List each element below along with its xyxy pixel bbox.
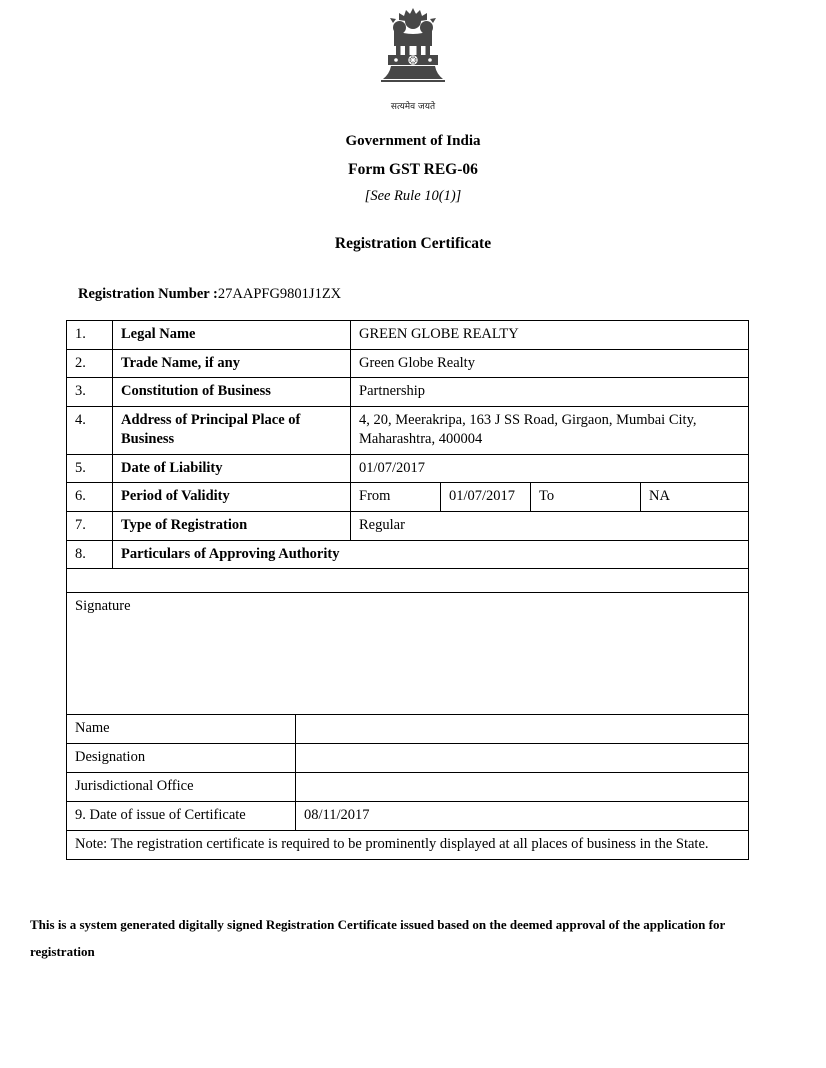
row-label: Address of Principal Place of Business bbox=[113, 406, 351, 454]
rule-reference: [See Rule 10(1)] bbox=[364, 187, 462, 204]
registration-number-line bbox=[78, 286, 826, 303]
table-row-type-of-registration bbox=[67, 511, 749, 540]
table-row-period-of-validity bbox=[67, 483, 749, 512]
table-row-date-of-liability bbox=[67, 454, 749, 483]
row-number: 1. bbox=[67, 321, 113, 350]
form-title: Form GST REG-06 bbox=[348, 161, 478, 178]
row-label: Legal Name bbox=[113, 321, 351, 350]
registration-number-value: 27AAPFG9801J1ZX bbox=[217, 286, 342, 302]
row-value: GREEN GLOBE REALTY bbox=[351, 321, 749, 350]
row-label: Particulars of Approving Authority bbox=[113, 540, 749, 569]
emblem-of-india-icon bbox=[376, 8, 450, 100]
note-text: Note: The registration certificate is required to be prominently displayed at all places of business in the State. bbox=[67, 831, 749, 860]
row-label: Constitution of Business bbox=[113, 378, 351, 407]
table-row-spacer bbox=[67, 569, 749, 593]
table-row-address bbox=[67, 406, 749, 454]
emblem-container bbox=[0, 8, 826, 112]
row-label: Trade Name, if any bbox=[113, 349, 351, 378]
row-number: 2. bbox=[67, 349, 113, 378]
validity-from-value: 01/07/2017 bbox=[441, 483, 531, 512]
row-number: 4. bbox=[67, 406, 113, 454]
row-label: Type of Registration bbox=[113, 511, 351, 540]
row-value: Partnership bbox=[351, 378, 749, 407]
table-row-signature bbox=[67, 593, 749, 715]
row-value bbox=[296, 773, 749, 802]
signature-cell: Signature bbox=[67, 593, 749, 715]
heading-block bbox=[0, 134, 826, 203]
government-title: Government of India bbox=[345, 133, 481, 149]
table-row-approving-authority bbox=[67, 540, 749, 569]
row-number: 6. bbox=[67, 483, 113, 512]
spacer-cell bbox=[67, 569, 749, 593]
row-value: Regular bbox=[351, 511, 749, 540]
table-row-note bbox=[67, 831, 749, 860]
emblem-motto: सत्यमेव जयते bbox=[390, 102, 436, 112]
row-number: 5. bbox=[67, 454, 113, 483]
row-number: 8. bbox=[67, 540, 113, 569]
row-value: 08/11/2017 bbox=[296, 802, 749, 831]
row-label: 9. Date of issue of Certificate bbox=[67, 802, 296, 831]
row-number: 7. bbox=[67, 511, 113, 540]
row-value bbox=[296, 744, 749, 773]
row-number: 3. bbox=[67, 378, 113, 407]
row-label: Name bbox=[67, 715, 296, 744]
row-label: Date of Liability bbox=[113, 454, 351, 483]
row-value: 01/07/2017 bbox=[351, 454, 749, 483]
validity-to-value: NA bbox=[641, 483, 749, 512]
validity-to-label: To bbox=[531, 483, 641, 512]
table-row-legal-name bbox=[67, 321, 749, 350]
row-label: Jurisdictional Office bbox=[67, 773, 296, 802]
row-label: Designation bbox=[67, 744, 296, 773]
system-generated-note: This is a system generated digitally signed Registration Certificate issued based on the deemed approval of the application for registration bbox=[30, 917, 726, 959]
table-row-jurisdictional-office bbox=[67, 773, 749, 802]
row-label: Period of Validity bbox=[113, 483, 351, 512]
details-table bbox=[66, 320, 749, 715]
row-value: Green Globe Realty bbox=[351, 349, 749, 378]
table-row-date-of-issue bbox=[67, 802, 749, 831]
row-value: 4, 20, Meerakripa, 163 J SS Road, Girgaon, Mumbai City, Maharashtra, 400004 bbox=[351, 406, 749, 454]
validity-from-label: From bbox=[351, 483, 441, 512]
registration-number-label: Registration Number : bbox=[78, 286, 218, 302]
certificate-title: Registration Certificate bbox=[334, 235, 492, 252]
table-row-designation bbox=[67, 744, 749, 773]
table-row-name bbox=[67, 715, 749, 744]
table-row-constitution bbox=[67, 378, 749, 407]
authority-table bbox=[66, 714, 749, 860]
row-value bbox=[296, 715, 749, 744]
table-row-trade-name bbox=[67, 349, 749, 378]
